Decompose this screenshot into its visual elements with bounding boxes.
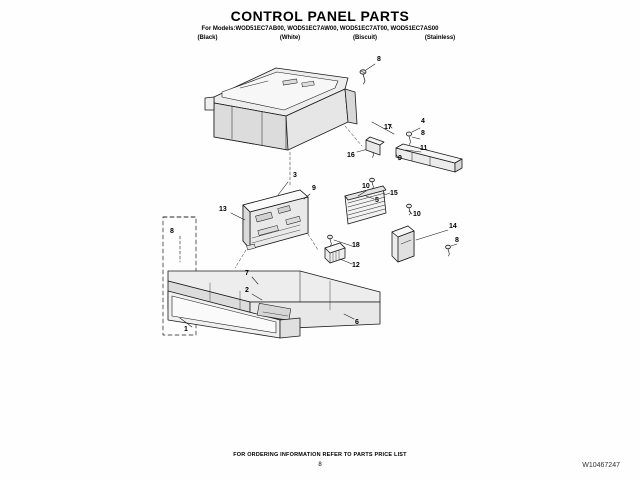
callout-13: 13 — [219, 206, 227, 213]
part-screw-rail-a — [406, 132, 411, 145]
callout-14: 14 — [449, 223, 457, 230]
part-vent-grille — [345, 186, 386, 224]
callout-8-rail: 8 — [421, 130, 425, 137]
finish-black: (Black) — [197, 35, 218, 41]
part-screw-latch — [328, 235, 333, 246]
callout-18: 18 — [352, 242, 360, 249]
part-hinge-bracket — [366, 137, 384, 155]
page-title: CONTROL PANEL PARTS — [230, 8, 410, 24]
document-id: W10467247 — [582, 462, 620, 469]
callout-5: 5 — [375, 197, 379, 204]
callout-8-top: 8 — [377, 56, 381, 63]
callout-1: 1 — [184, 326, 188, 333]
callout-7: 7 — [245, 270, 249, 277]
finish-stainless: (Stainless) — [424, 35, 456, 41]
model-list: For Models:WOD51EC7AB00, WOD51EC7AW00, WOD51EC7AT00, WOD51EC7AS00 — [201, 26, 439, 32]
ordering-note: FOR ORDERING INFORMATION REFER TO PARTS PRICE LIST — [233, 452, 407, 458]
callout-8-left: 8 — [170, 228, 174, 235]
callout-8-right: 8 — [455, 237, 459, 244]
callout-3: 3 — [293, 172, 297, 179]
callout-10-bottom: 10 — [413, 211, 421, 218]
part-control-board — [243, 190, 308, 249]
callout-12: 12 — [352, 262, 360, 269]
part-mounting-rail — [396, 144, 462, 172]
callout-17: 17 — [384, 124, 392, 131]
callout-11: 11 — [420, 145, 428, 152]
part-screw-top — [360, 70, 366, 84]
part-screw-grille-a — [370, 178, 375, 189]
part-top-panel — [205, 68, 357, 150]
callout-6: 6 — [355, 319, 359, 326]
finish-biscuit: (Biscuit) — [353, 35, 377, 41]
callout-10-top: 10 — [362, 183, 370, 190]
callout-9-rail: 9 — [398, 155, 402, 162]
part-screw-bracket — [446, 245, 451, 256]
callout-4: 4 — [421, 118, 425, 125]
part-side-bracket — [392, 226, 414, 262]
callout-9-board: 9 — [312, 185, 316, 192]
page-number: 8 — [318, 462, 322, 468]
callout-2: 2 — [245, 287, 249, 294]
callout-15: 15 — [390, 190, 398, 197]
callout-16: 16 — [347, 152, 355, 159]
finish-white: (White) — [279, 35, 301, 41]
part-screw-grille-b — [407, 204, 412, 215]
